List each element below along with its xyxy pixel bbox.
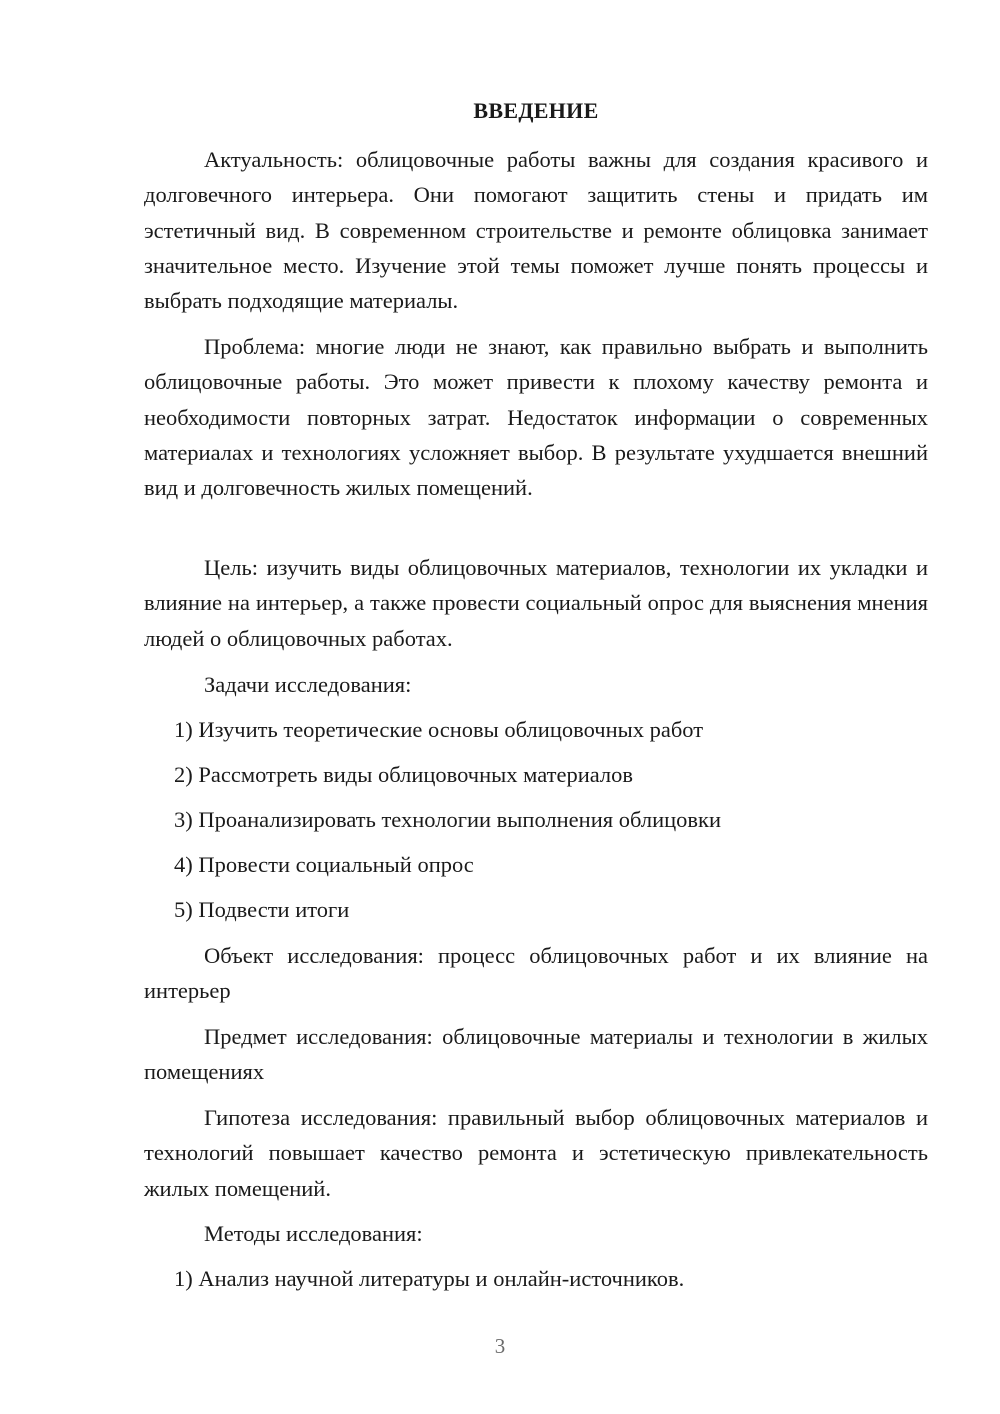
subject-paragraph: Предмет исследования: облицовочные материалы и технологии в жилых помещениях <box>144 1024 928 1085</box>
task-item-4: 4) Провести социальный опрос <box>174 852 474 877</box>
task-item-2: 2) Рассмотреть виды облицовочных материалов <box>174 762 634 787</box>
page-number: 3 <box>494 1334 506 1358</box>
method-item-1: 1) Анализ научной литературы и онлайн-источников. <box>174 1266 685 1291</box>
tasks-heading: Задачи исследования: <box>204 672 412 697</box>
problem-paragraph: Проблема: многие люди не знают, как правильно выбрать и выполнить облицовочные работы. Это может привести к плохому качеству ремонта и необходимости повторных затрат. Недостаток информации о современных материалах и технологиях усложняет выбор. В результате ухудшается внешний вид и долговечность жилых помещений. <box>144 334 928 501</box>
task-item-1: 1) Изучить теоретические основы облицовочных работ <box>174 717 704 742</box>
hypothesis-paragraph: Гипотеза исследования: правильный выбор облицовочных материалов и технологий повышает качество ремонта и эстетическую привлекательность жилых помещений. <box>144 1105 928 1201</box>
methods-heading: Методы исследования: <box>204 1221 423 1246</box>
task-item-3: 3) Проанализировать технологии выполнения облицовки <box>174 807 721 832</box>
object-paragraph: Объект исследования: процесс облицовочных работ и их влияние на интерьер <box>144 943 928 1004</box>
relevance-paragraph: Актуальность: облицовочные работы важны для создания красивого и долговечного интерьера. Они помогают защитить стены и придать им эстетичный вид. В современном строительстве и ремонте облицовка занимает значительное место. Изучение этой темы поможет лучше понять процессы и выбрать подходящие материалы. <box>144 147 928 314</box>
section-heading: ВВЕДЕНИЕ <box>473 98 599 123</box>
task-item-5: 5) Подвести итоги <box>174 897 350 922</box>
goal-paragraph: Цель: изучить виды облицовочных материалов, технологии их укладки и влияние на интерьер, а также провести социальный опрос для выяснения мнения людей о облицовочных работах. <box>144 555 928 651</box>
